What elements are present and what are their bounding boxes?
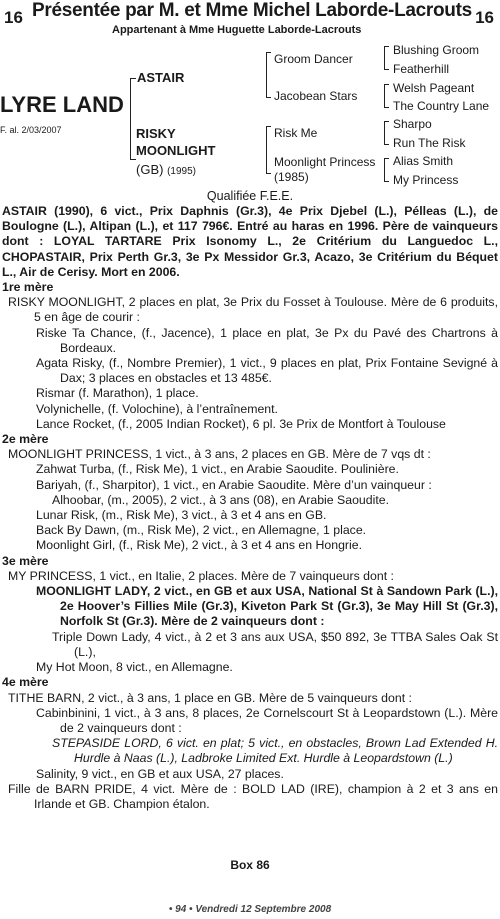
section-heading-1: 1re mère — [2, 280, 54, 295]
produce-entry: Lance Rocket, (f., 2005 Indian Rocket), 6 pl. 3e Prix de Montfort à Toulouse — [36, 416, 446, 431]
produce-entry: My Hot Moon, 8 vict., en Allemagne. — [36, 660, 233, 675]
section-heading-3: 3e mère — [2, 553, 49, 568]
pedigree-dam-sire: Risk Me — [274, 126, 318, 140]
pedigree-dam-dam-line1: Moonlight Princess — [274, 155, 376, 169]
produce-entry: Volynichelle, (f. Volochine), à l’entraînement. — [36, 401, 278, 416]
pedigree-sire-dam: Jacobean Stars — [274, 89, 358, 103]
produce-entry-sub: STEPASIDE LORD, 6 vict. en plat; 5 vict., en obstacles, Brown Lad Extended H. Hurdle à Naas (L.), Ladbroke Limited Ext. Hurdle à Leopardstown (L.) — [52, 736, 498, 766]
pedigree-g3-4: The Country Lane — [393, 99, 490, 113]
pedigree-g3-1: Blushing Groom — [393, 43, 480, 57]
owner-subtitle: Appartenant à Mme Huguette Laborde-Lacrouts — [112, 24, 362, 36]
pedigree-g3-2: Featherhill — [393, 62, 450, 76]
fourth-dam: TITHE BARN, 2 vict., à 3 ans, 1 place en GB. Mère de 5 vainqueurs dont : — [8, 690, 412, 705]
pedigree-dam-origin — [136, 162, 196, 177]
produce-entry: Bariyah, (f., Sharpitor), 1 vict., en Arabie Saoudite. Mère d’un vainqueur : — [36, 477, 432, 492]
foaling-date: F. al. 2/03/2007 — [0, 125, 62, 135]
page-title: Présentée par M. et Mme Michel Laborde-Lacrouts — [32, 0, 472, 21]
catalogue-body — [2, 204, 498, 812]
pedigree-g3-8: My Princess — [393, 173, 459, 187]
second-dam: MOONLIGHT PRINCESS, 1 vict., à 3 ans, 2 places en GB. Mère de 7 vqs dt : — [8, 447, 431, 462]
produce-entry: Agata Risky, (f., Nombre Premier), 1 vict., 9 places en plat, Prix Fontaine Sevigné à Dax; 3 places en obstacles et 13 485€. — [36, 356, 498, 386]
pedigree-g3-5: Sharpo — [393, 117, 432, 131]
pedigree-g3-3: Welsh Pageant — [393, 81, 475, 95]
pedigree-sire-sire: Groom Dancer — [274, 52, 353, 66]
first-dam: RISKY MOONLIGHT, 2 places en plat, 3e Prix du Fosset à Toulouse. Mère de 6 produits, 5 en âge de courir : — [8, 295, 498, 325]
pedigree-dam-line2: MOONLIGHT — [136, 143, 216, 158]
produce-entry-sub: Triple Down Lady, 4 vict., à 2 et 3 ans aux USA, $50 892, 3e TTBA Sales Oak St (L.), — [52, 629, 498, 659]
produce-entry: MOONLIGHT LADY, 2 vict., en GB et aux USA, National St à Sandown Park (L.), 2e Hoover’s Fillies Mile (Gr.3), Kiveton Park St (Gr.3), 3e May Hill St (Gr.3), Norfolk St (Gr.3). Mère de 2 vainqueurs dont : — [36, 584, 498, 629]
produce-entry: Rismar (f. Marathon), 1 place. — [36, 386, 199, 401]
page-footer: • 94 • Vendredi 12 Septembre 2008 — [168, 904, 332, 915]
fourth-dam-dam: Fille de BARN PRIDE, 4 vict. Mère de : BOLD LAD (IRE), champion à 2 et 3 ans en Irlande et GB. Champion étalon. — [8, 781, 498, 811]
pedigree-g3-6: Run The Risk — [393, 136, 466, 150]
section-heading-2: 2e mère — [2, 432, 49, 447]
produce-entry: Zahwat Turba, (f., Risk Me), 1 vict., en Arabie Saoudite. Poulinière. — [36, 462, 399, 477]
third-dam: MY PRINCESS, 1 vict., en Italie, 2 places. Mère de 7 vainqueurs dont : — [8, 568, 394, 583]
produce-entry-sub: Alhoobar, (m., 2005), 2 vict., à 3 ans (08), en Arabie Saoudite. — [52, 492, 389, 507]
section-heading-4: 4e mère — [2, 675, 49, 690]
pedigree-g3-7: Alias Smith — [393, 154, 454, 168]
box-number: Box 86 — [230, 858, 270, 872]
pedigree-dam-dam-line2: (1985) — [274, 170, 309, 184]
produce-entry: Back By Dawn, (m., Risk Me), 2 vict., en Allemagne, 1 place. — [36, 523, 367, 538]
produce-entry: Lunar Risk, (m., Risk Me), 3 vict., à 3 et 4 ans en GB. — [36, 508, 327, 523]
dam-country: (GB) — [136, 162, 164, 177]
produce-entry: Moonlight Girl, (f., Risk Me), 2 vict., à 3 et 4 ans en Hongrie. — [36, 538, 362, 553]
qualification: Qualifiée F.E.E. — [206, 189, 294, 203]
page-number-right: 16 — [475, 8, 494, 27]
dam-year: (1995) — [167, 166, 196, 177]
produce-entry: Riske Ta Chance, (f., Jacence), 1 place en plat, 3e Px du Pavé des Chartrons à Bordeaux. — [36, 325, 498, 355]
horse-name: LYRE LAND — [0, 92, 124, 117]
sire-summary: ASTAIR (1990), 6 vict., Prix Daphnis (Gr.3), 4e Prix Djebel (L.), Pélleas (L.), de Boulogne (L.), Altipan (L.), et 117 796€. Entré au haras en 1996. Père de vainqueurs dont : LOYAL TARTARE Prix Isonomy L., 2e Critérium du Languedoc L., CHOPASTAIR, Prix Perth Gr.3, 3e Px Messidor Gr.3, Acazo, 3e Critérium du Béquet L., Air de Cerisy. Mort en 2006. — [2, 204, 498, 279]
page-number-left: 16 — [4, 8, 23, 27]
pedigree-sire: ASTAIR — [137, 70, 185, 85]
produce-entry: Cabinbinini, 1 vict., à 3 ans, 8 places, 2e Cornelscourt St à Leopardstown (L.). Mère de 2 vainqueurs dont : — [36, 705, 498, 735]
pedigree-dam-line1: RISKY — [136, 126, 176, 141]
produce-entry: Salinity, 9 vict., en GB et aux USA, 27 places. — [36, 766, 284, 781]
